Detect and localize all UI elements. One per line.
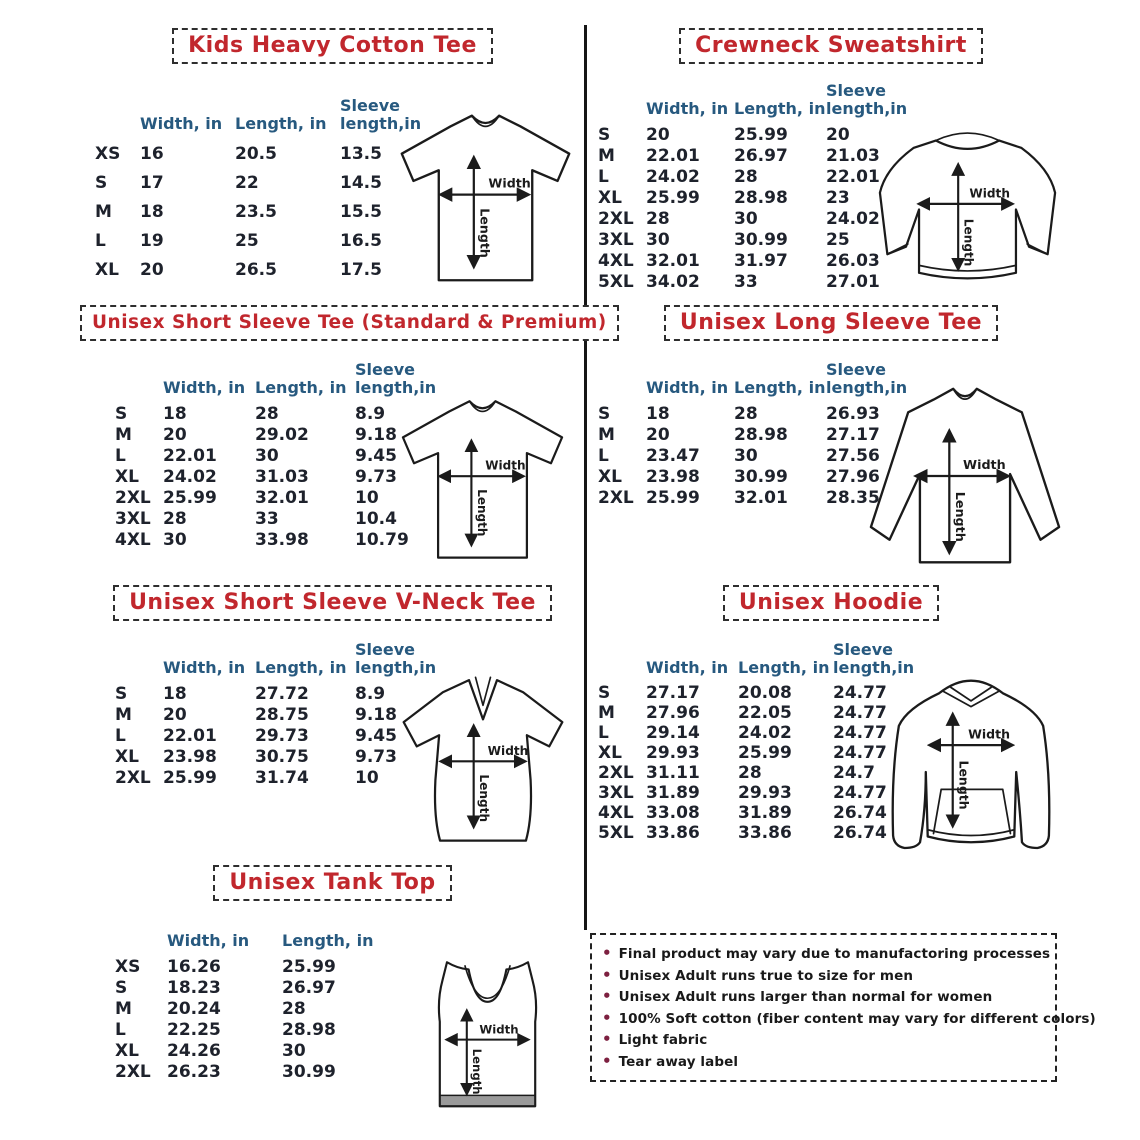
table-cell: 20.08	[738, 683, 792, 703]
section-title: Unisex Long Sleeve Tee	[664, 305, 998, 341]
length-label: Length	[952, 491, 968, 542]
table-cell: 28.98	[282, 1019, 336, 1040]
size-label: 2XL	[115, 1061, 151, 1082]
size-label: 2XL	[598, 487, 634, 508]
width-label: Width	[487, 743, 529, 758]
table-cell: 8.9	[355, 683, 386, 704]
table-cell: 23.5	[235, 201, 277, 222]
section-kids-heavy-cotton-tee	[80, 25, 585, 303]
table-cell: 20	[163, 424, 187, 445]
size-label: S	[115, 683, 128, 704]
section-unisex-tank-top	[80, 860, 585, 1140]
table-cell: 33	[734, 271, 758, 292]
size-label: L	[598, 445, 609, 466]
table-cell: 33	[255, 508, 279, 529]
table-cell: 28.98	[734, 187, 788, 208]
table-cell: 26.5	[235, 259, 277, 280]
table-cell: 27.96	[826, 466, 880, 487]
table-cell: 24.02	[163, 466, 217, 487]
tshirt-illustration	[388, 105, 583, 290]
size-label: XS	[95, 143, 121, 164]
table-cell: 20	[646, 124, 670, 145]
table-cell: 17	[140, 172, 164, 193]
table-cell: 28	[734, 166, 758, 187]
table-cell: 30.99	[282, 1061, 336, 1082]
size-label: 4XL	[598, 803, 634, 823]
size-label: 2XL	[598, 208, 634, 229]
column-header: Length, in	[738, 658, 830, 678]
size-label: M	[598, 145, 615, 166]
column-header: Sleeve length,in	[340, 96, 422, 134]
table-cell: 13.5	[340, 143, 382, 164]
note-text: Unisex Adult runs true to size for men	[618, 967, 914, 984]
note-item	[602, 966, 1045, 988]
section-title-wrap	[592, 305, 1070, 341]
table-cell: 30	[282, 1040, 306, 1061]
table-cell: 9.45	[355, 445, 397, 466]
section-title-wrap	[80, 585, 585, 621]
width-label: Width	[968, 726, 1011, 742]
table-cell: 26.97	[734, 145, 788, 166]
size-label: 2XL	[115, 487, 151, 508]
size-label: 3XL	[598, 229, 634, 250]
column-header: Sleeve length,in	[355, 360, 437, 398]
size-label: M	[95, 201, 112, 222]
column-header: Width, in	[646, 99, 729, 119]
table-cell: 28.35	[826, 487, 880, 508]
length-label: Length	[956, 760, 972, 810]
table-cell: 23.47	[646, 445, 700, 466]
table-cell: 20	[646, 424, 670, 445]
table-cell: 22.01	[163, 725, 217, 746]
table-cell: 9.18	[355, 704, 397, 725]
column-header: Sleeve length,in	[355, 640, 437, 678]
table-cell: 30.99	[734, 466, 788, 487]
size-label: L	[598, 723, 609, 743]
table-cell: 31.97	[734, 250, 788, 271]
table-cell: 22.25	[167, 1019, 221, 1040]
table-cell: 23.98	[646, 466, 700, 487]
table-cell: 24.26	[167, 1040, 221, 1061]
size-label: S	[598, 683, 611, 703]
section-title: Kids Heavy Cotton Tee	[172, 28, 493, 64]
size-label: 4XL	[598, 250, 634, 271]
table-cell: 9.73	[355, 746, 397, 767]
table-cell: 31.11	[646, 763, 700, 783]
table-cell: 31.03	[255, 466, 309, 487]
section-title-wrap	[592, 585, 1070, 621]
table-cell: 18	[163, 683, 187, 704]
column-header: Width, in	[646, 658, 729, 678]
table-cell: 18	[140, 201, 164, 222]
table-cell: 26.97	[282, 977, 336, 998]
note-text: Light fabric	[618, 1032, 708, 1048]
size-label: 5XL	[598, 823, 634, 843]
table-cell: 8.9	[355, 403, 386, 424]
table-cell: 9.45	[355, 725, 397, 746]
table-cell: 30.99	[734, 229, 788, 250]
table-cell: 26.74	[833, 803, 887, 823]
bullet-icon: •	[602, 965, 612, 984]
table-cell: 18.23	[167, 977, 221, 998]
length-label: Length	[477, 774, 492, 823]
width-label: Width	[479, 1022, 519, 1037]
size-label: XL	[598, 466, 622, 487]
table-cell: 17.5	[340, 259, 382, 280]
table-cell: 28	[163, 508, 187, 529]
note-text: Tear away label	[618, 1053, 739, 1070]
table-cell: 33.08	[646, 803, 700, 823]
table-cell: 29.73	[255, 725, 309, 746]
size-label: XL	[95, 259, 119, 280]
table-cell: 29.93	[646, 743, 700, 763]
column-header: Width, in	[646, 378, 729, 398]
section-title-wrap	[80, 865, 585, 901]
table-cell: 26.74	[833, 823, 887, 843]
table-cell: 24.77	[833, 723, 887, 743]
section-title-wrap	[80, 28, 585, 64]
section-unisex-long-sleeve-tee	[592, 300, 1070, 582]
note-item	[602, 1008, 1096, 1031]
size-label: M	[598, 424, 615, 445]
size-label: 2XL	[598, 763, 634, 783]
size-table	[115, 908, 392, 1082]
size-label: L	[115, 445, 126, 466]
column-header: Length, in	[734, 99, 826, 119]
table-cell: 24.7	[833, 763, 875, 783]
table-cell: 9.18	[355, 424, 397, 445]
section-title-wrap	[80, 305, 607, 341]
length-label: Length	[470, 1048, 485, 1095]
table-cell: 30.75	[255, 746, 309, 767]
table-cell: 25.99	[163, 487, 217, 508]
table-cell: 20.24	[167, 998, 221, 1019]
size-label: 5XL	[598, 271, 634, 292]
table-cell: 34.02	[646, 271, 700, 292]
table-cell: 29.02	[255, 424, 309, 445]
table-cell: 30	[734, 208, 758, 229]
table-cell: 20.5	[235, 143, 277, 164]
size-label: XL	[115, 746, 139, 767]
table-cell: 20	[163, 704, 187, 725]
table-cell: 27.56	[826, 445, 880, 466]
table-cell: 25.99	[282, 956, 336, 977]
size-label: M	[115, 998, 132, 1019]
table-cell: 20	[826, 124, 850, 145]
section-title-wrap	[592, 28, 1070, 64]
table-cell: 28	[255, 403, 279, 424]
size-table	[115, 628, 440, 788]
size-label: S	[598, 124, 611, 145]
width-label: Width	[488, 175, 531, 191]
table-cell: 26.03	[826, 250, 880, 271]
table-cell: 22.05	[738, 703, 792, 723]
column-header: Length, in	[282, 931, 374, 951]
size-label: L	[598, 166, 609, 187]
table-cell: 24.02	[826, 208, 880, 229]
bullet-icon: •	[602, 1030, 612, 1048]
table-cell: 28.75	[255, 704, 309, 725]
table-cell: 10.79	[355, 529, 409, 550]
note-item	[602, 1052, 1045, 1074]
size-label: XS	[115, 956, 141, 977]
table-cell: 30	[255, 445, 279, 466]
table-cell: 16.26	[167, 956, 221, 977]
note-text: Unisex Adult runs larger than normal for women	[618, 989, 993, 1005]
size-label: XL	[115, 466, 139, 487]
note-text: Final product may vary due to manufactoring processes	[618, 946, 1051, 962]
table-cell: 25.99	[734, 124, 788, 145]
table-cell: 25.99	[163, 767, 217, 788]
tank-top-illustration	[420, 950, 555, 1132]
column-header: Width, in	[167, 931, 250, 951]
table-cell: 18	[646, 403, 670, 424]
table-cell: 27.17	[826, 424, 880, 445]
table-cell: 30	[646, 229, 670, 250]
notes-panel	[590, 933, 1096, 1082]
bullet-icon: •	[602, 1008, 612, 1027]
bullet-icon: •	[602, 1051, 612, 1070]
size-label: S	[598, 403, 611, 424]
table-cell: 28	[738, 763, 762, 783]
table-cell: 24.77	[833, 783, 887, 803]
table-cell: 31.89	[738, 803, 792, 823]
note-text: 100% Soft cotton (fiber content may vary for different colors)	[618, 1010, 1096, 1027]
column-header: Length, in	[235, 114, 327, 134]
table-cell: 25.99	[646, 187, 700, 208]
bullet-icon: •	[602, 987, 612, 1005]
column-header: Length, in	[734, 378, 826, 398]
hoodie-illustration	[870, 655, 1072, 865]
note-item	[602, 987, 1045, 1009]
size-label: XL	[598, 187, 622, 208]
section-crewneck-sweatshirt	[592, 25, 1070, 303]
table-cell: 27.96	[646, 703, 700, 723]
size-label: S	[115, 403, 128, 424]
size-label: 2XL	[115, 767, 151, 788]
size-table	[95, 77, 430, 284]
table-cell: 19	[140, 230, 164, 251]
size-label: L	[115, 725, 126, 746]
size-label: M	[598, 703, 615, 723]
table-cell: 23	[826, 187, 850, 208]
length-label: Length	[474, 489, 489, 537]
table-cell: 28	[734, 403, 758, 424]
long-sleeve-tee-illustration	[856, 380, 1074, 576]
column-header: Length, in	[255, 378, 347, 398]
width-label: Width	[485, 458, 526, 473]
size-label: M	[115, 424, 132, 445]
column-header: Sleeve length,in	[826, 81, 908, 119]
note-item	[602, 1030, 1045, 1052]
table-cell: 16.5	[340, 230, 382, 251]
size-label: XL	[115, 1040, 139, 1061]
table-cell: 10	[355, 487, 379, 508]
table-cell: 14.5	[340, 172, 382, 193]
table-cell: 10	[355, 767, 379, 788]
width-label: Width	[969, 186, 1010, 201]
table-cell: 32.01	[255, 487, 309, 508]
table-cell: 24.77	[833, 743, 887, 763]
table-cell: 9.73	[355, 466, 397, 487]
table-cell: 22.01	[163, 445, 217, 466]
section-title: Unisex Tank Top	[213, 865, 451, 901]
table-cell: 22.01	[646, 145, 700, 166]
table-cell: 29.93	[738, 783, 792, 803]
size-label: 4XL	[115, 529, 151, 550]
table-cell: 10.4	[355, 508, 397, 529]
section-title: Unisex Short Sleeve V-Neck Tee	[113, 585, 552, 621]
size-label: L	[95, 230, 106, 251]
table-cell: 15.5	[340, 201, 382, 222]
table-cell: 23.98	[163, 746, 217, 767]
column-header: Length, in	[255, 658, 347, 678]
table-cell: 28	[282, 998, 306, 1019]
column-header: Sleeve length,in	[833, 640, 915, 678]
table-cell: 18	[163, 403, 187, 424]
table-cell: 28.98	[734, 424, 788, 445]
v-neck-tee-illustration	[393, 668, 573, 850]
size-label: M	[115, 704, 132, 725]
table-cell: 31.74	[255, 767, 309, 788]
table-cell: 25	[235, 230, 259, 251]
size-label: S	[95, 172, 108, 193]
bullet-icon: •	[602, 944, 612, 962]
column-header: Sleeve length,in	[826, 360, 908, 398]
size-label: XL	[598, 743, 622, 763]
table-cell: 33.98	[255, 529, 309, 550]
table-cell: 29.14	[646, 723, 700, 743]
size-label: 3XL	[598, 783, 634, 803]
table-cell: 25.99	[738, 743, 792, 763]
table-cell: 22.01	[826, 166, 880, 187]
table-cell: 33.86	[646, 823, 700, 843]
table-cell: 30	[163, 529, 187, 550]
section-unisex-hoodie	[592, 580, 1070, 865]
sweatshirt-illustration	[865, 118, 1070, 300]
section-title: Crewneck Sweatshirt	[679, 28, 983, 64]
table-cell: 24.77	[833, 703, 887, 723]
table-cell: 25	[826, 229, 850, 250]
table-cell: 30	[734, 445, 758, 466]
table-cell: 27.01	[826, 271, 880, 292]
table-cell: 27.72	[255, 683, 309, 704]
section-title: Unisex Hoodie	[723, 585, 939, 621]
column-header: Width, in	[163, 378, 246, 398]
length-label: Length	[961, 218, 976, 267]
table-cell: 24.02	[738, 723, 792, 743]
table-cell: 27.17	[646, 683, 700, 703]
table-cell: 33.86	[738, 823, 792, 843]
table-cell: 32.01	[646, 250, 700, 271]
table-cell: 24.77	[833, 683, 887, 703]
table-cell: 24.02	[646, 166, 700, 187]
table-cell: 22	[235, 172, 259, 193]
table-cell: 20	[140, 259, 164, 280]
section-unisex-v-neck-tee	[80, 580, 585, 862]
table-cell: 16	[140, 143, 164, 164]
section-unisex-short-sleeve-tee	[80, 300, 607, 582]
table-cell: 28	[646, 208, 670, 229]
size-label: 3XL	[115, 508, 151, 529]
table-cell: 31.89	[646, 783, 700, 803]
column-header: Width, in	[163, 658, 246, 678]
length-label: Length	[477, 208, 493, 258]
note-item	[602, 944, 1051, 966]
table-cell: 25.99	[646, 487, 700, 508]
tshirt-illustration	[390, 390, 575, 568]
width-label: Width	[963, 458, 1006, 474]
size-label: L	[115, 1019, 126, 1040]
section-title: Unisex Short Sleeve Tee (Standard & Premium)	[80, 305, 619, 341]
size-label: S	[115, 977, 128, 998]
table-cell: 32.01	[734, 487, 788, 508]
column-header: Width, in	[140, 114, 223, 134]
table-cell: 26.93	[826, 403, 880, 424]
table-cell: 21.03	[826, 145, 880, 166]
table-cell: 26.23	[167, 1061, 221, 1082]
